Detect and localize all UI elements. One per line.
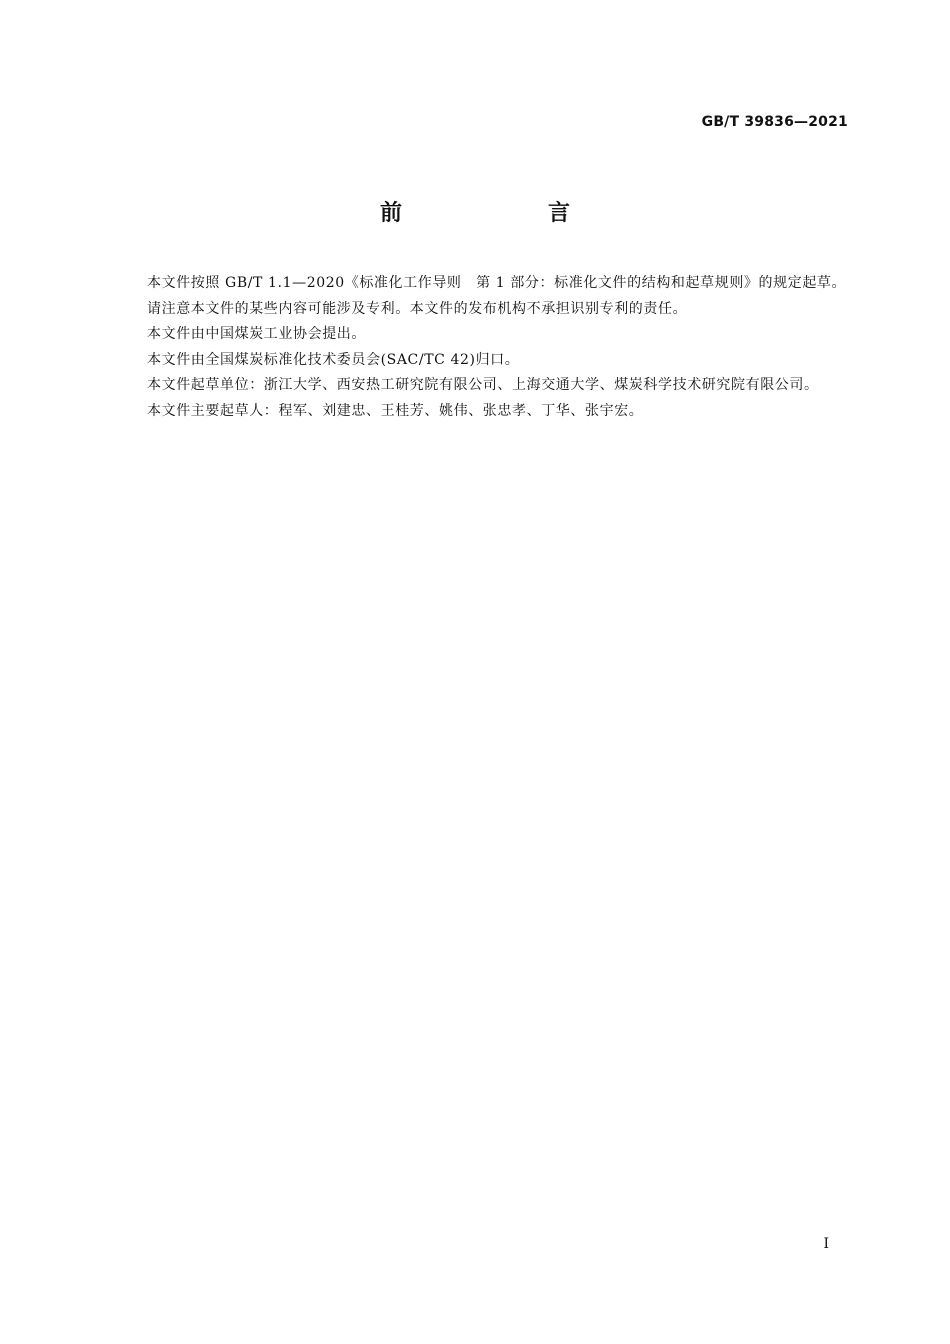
foreword-paragraph-drafting-units: 本文件起草单位：浙江大学、西安热工研究院有限公司、上海交通大学、煤炭科学技术研究院有限公司。 xyxy=(147,377,819,393)
standard-code: GB/T 39836—2021 xyxy=(701,114,848,130)
page-number: I xyxy=(823,1236,829,1252)
foreword-paragraph-committee: 本文件由全国煤炭标准化技术委员会(SAC/TC 42)归口。 xyxy=(147,351,520,368)
foreword-body xyxy=(114,271,850,424)
foreword-paragraph-patent-notice: 请注意本文件的某些内容可能涉及专利。本文件的发布机构不承担识别专利的责任。 xyxy=(147,300,688,317)
foreword-paragraph-drafting-rules: 本文件按照 GB/T 1.1—2020《标准化工作导则 第 1 部分：标准化文件的结构和起草规则》的规定起草。 xyxy=(147,275,847,291)
foreword-paragraph-proposer: 本文件由中国煤炭工业协会提出。 xyxy=(147,326,366,342)
page-title: 前 言 xyxy=(379,201,632,226)
foreword-paragraph-drafters: 本文件主要起草人：程军、刘建忠、王桂芳、姚伟、张忠孝、丁华、张宇宏。 xyxy=(147,402,644,419)
